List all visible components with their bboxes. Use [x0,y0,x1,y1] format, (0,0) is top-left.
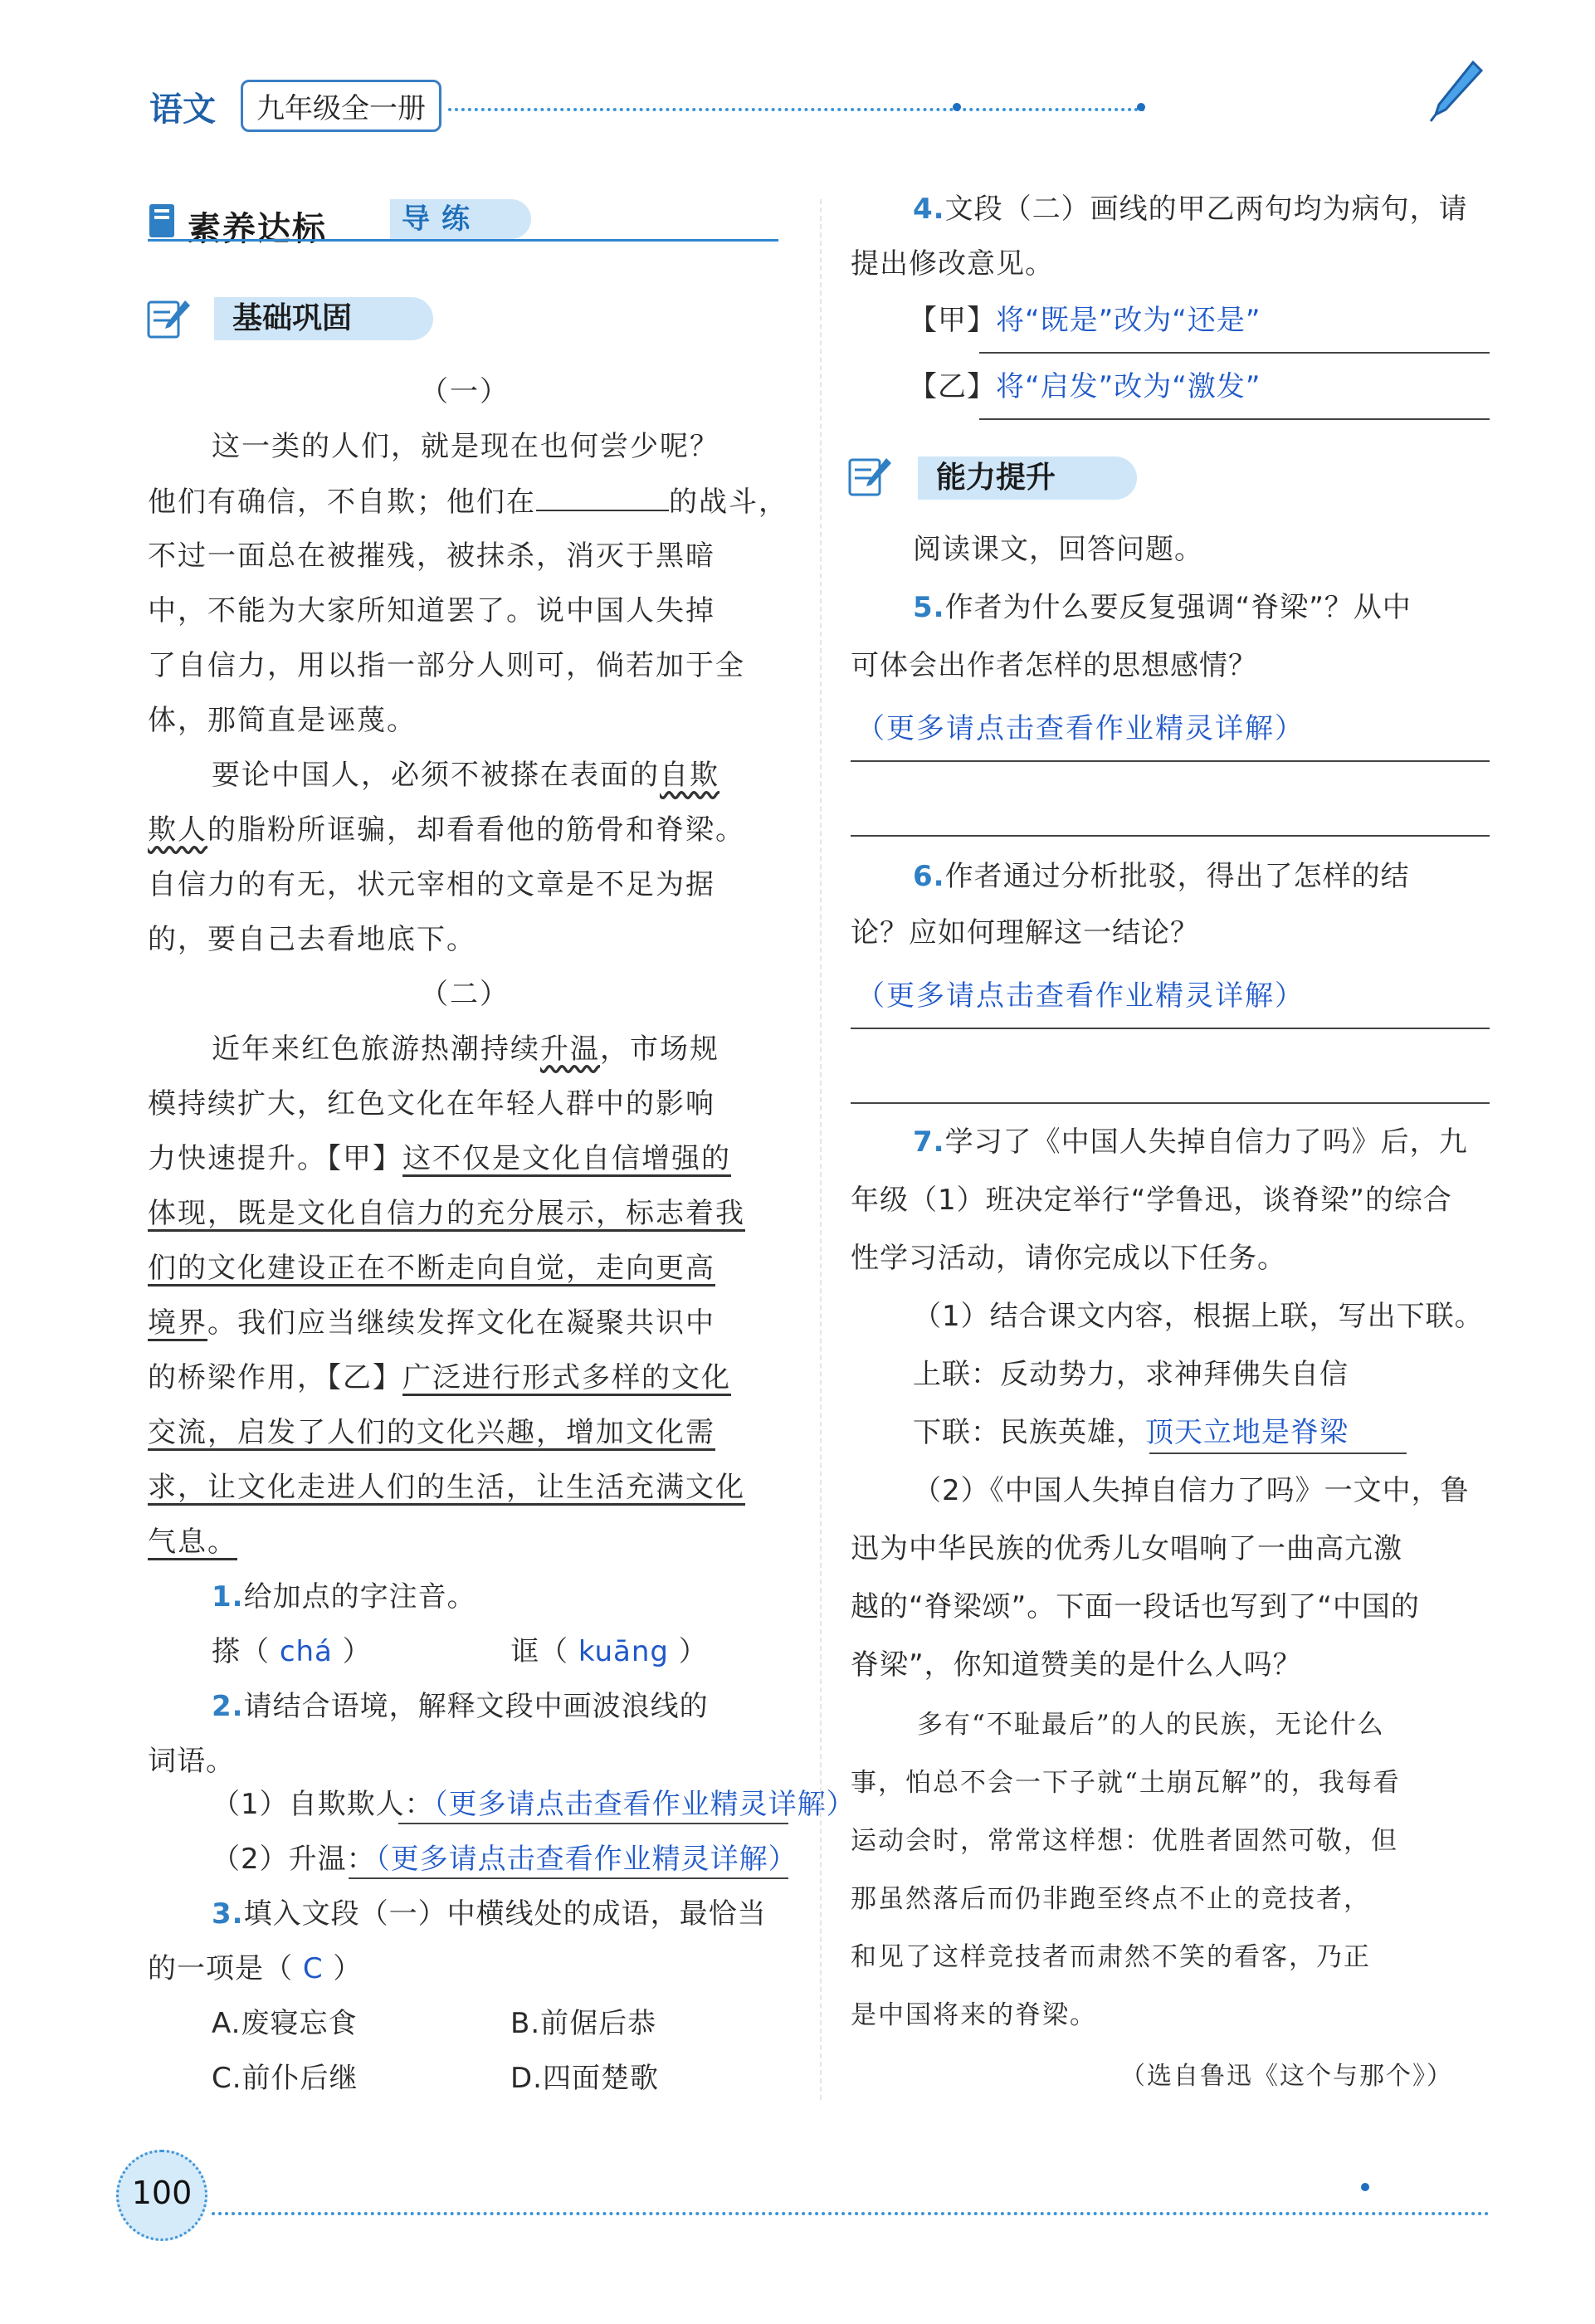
q4-yi: 【乙】将“启发”改为“激发” [909,370,1261,403]
answer-line [979,418,1490,420]
q1-item-1: 搽（ chá ） [212,1635,372,1668]
q2-part-2: （2）升温：（更多请点击查看作业精灵详解） [212,1843,798,1876]
passage1-line: 体，那简直是诬蔑。 [148,704,417,737]
passage2-line: 模持续扩大，红色文化在年轻人群中的影响 [148,1087,715,1120]
page-number: 100 [131,2175,193,2211]
answer-text: 将“启发”改为“激发” [996,370,1261,403]
passage2-heading: （二） [420,978,510,1011]
quote-line: 多有“不耻最后”的人的民族，无论什么 [917,1710,1385,1740]
q4-jia: 【甲】将“既是”改为“还是” [909,304,1261,337]
wavy-term: 升温 [540,1033,600,1066]
answer-line [851,1028,1490,1029]
quote-line: 和见了这样竞技者而肃然不笑的看客，乃正 [851,1942,1371,1972]
section-title: 素养达标 [188,210,327,248]
quote-line: 那虽然落后而仍非跑至终点不止的竞技者， [851,1884,1371,1914]
passage1-line: 他们有确信，不自欺；他们在 的战斗， [148,486,788,519]
couplet-upper: 上联：反动势力，求神拜佛失自信 [913,1358,1349,1391]
pen-icon [1427,58,1485,124]
passage2-line: 的桥梁作用，【乙】广泛进行形式多样的文化 [148,1361,731,1394]
passage1-line: 了自信力，用以指一部分人则可，倘若加于全 [148,649,745,682]
answer-line [1149,1452,1407,1454]
answer-link[interactable]: （更多请点击查看作业精灵详解） [856,712,1305,745]
option-c[interactable]: C.前仆后继 [212,2062,359,2095]
ability-heading: 能力提升 [918,456,1137,500]
question-5: 5.作者为什么要反复强调“脊梁”？从中 [913,591,1412,624]
answer-text: 将“既是”改为“还是” [996,304,1261,337]
q7-task-2: （2）《中国人失掉自信力了吗》一文中，鲁 [913,1474,1470,1507]
question-2-cont: 词语。 [148,1745,235,1778]
option-d[interactable]: D.四面楚歌 [510,2062,659,2095]
footer-dot [1361,2183,1369,2191]
passage1-line: 要论中国人，必须不被搽在表面的自欺 [212,759,719,792]
answer-text: chá [279,1635,333,1668]
question-6: 6.作者通过分析批驳，得出了怎样的结 [913,860,1410,893]
note-pencil-icon [145,295,192,342]
q7-task-2: 迅为中华民族的优秀儿女唱响了一曲高亢激 [851,1532,1402,1565]
header-dot [1137,103,1145,111]
header-dot [953,103,961,111]
section-underline [148,239,778,242]
q7-task-2: 越的“脊梁颂”。下面一段话也写到了“中国的 [851,1590,1420,1623]
answer-link[interactable]: （更多请点击查看作业精灵详解） [856,979,1305,1013]
question-7-cont: 年级（1）班决定举行“学鲁迅，谈脊梁”的综合 [851,1184,1452,1217]
wavy-term: 自欺 [660,759,719,792]
q1-item-2: 诓（ kuāng ） [510,1635,708,1668]
question-2: 2.请结合语境，解释文段中画波浪线的 [212,1690,709,1723]
answer-link[interactable]: （更多请点击查看作业精灵详解） [375,1843,798,1876]
passage1-line: 这一类的人们，就是现在也何尝少呢？ [212,430,719,463]
answer-line [349,1877,788,1879]
passage2-line: 力快速提升。【甲】这不仅是文化自信增强的 [148,1142,731,1175]
answer-text: kuāng [578,1635,669,1668]
quote-line: 运动会时，常常这样想：优胜者固然可敬，但 [851,1826,1398,1856]
book-icon [148,203,181,239]
question-3-cont: 的一项是（ C ） [148,1952,363,1985]
passage2-line: 气息。 [148,1526,237,1559]
question-4-cont: 提出修改意见。 [851,247,1054,281]
q2-part-1: （1）自欺欺人：（更多请点击查看作业精灵详解） [212,1788,856,1821]
q7-task-1: （1）结合课文内容，根据上联，写出下联。 [913,1300,1484,1333]
answer-line [851,760,1490,762]
passage1-line: 自信力的有无，状元宰相的文章是不足为据 [148,868,715,901]
answer-link[interactable]: （更多请点击查看作业精灵详解） [433,1788,856,1821]
passage1-line: 欺人的脂粉所诓骗，却看看他的筋骨和脊梁。 [148,813,745,847]
dotted-char: 诓 [327,813,357,847]
subject-label: 语文 [149,90,216,129]
answer-line [851,1102,1490,1104]
question-5-cont: 可体会出作者怎样的思想感情？ [851,649,1257,682]
dotted-char: 搽 [510,759,540,792]
answer-line [851,835,1490,837]
section-tag: 导练 [390,199,531,239]
question-1: 1.给加点的字注音。 [212,1580,476,1614]
passage2-line: 交流，启发了人们的文化兴趣，增加文化需 [148,1416,715,1449]
grade-label: 九年级全一册 [241,80,441,132]
answer-line [979,352,1490,354]
question-7: 7.学习了《中国人失掉自信力了吗》后，九 [913,1125,1468,1159]
passage1-line: 不过一面总在被摧残，被抹杀，消灭于黑暗 [148,540,715,573]
footer-dotted-line [212,2212,1490,2215]
note-pencil-icon [846,453,893,500]
option-b[interactable]: B.前倨后恭 [510,2007,657,2040]
passage2-line: 境界。我们应当继续发挥文化在凝聚共识中 [148,1306,715,1340]
basic-heading: 基础巩固 [214,297,433,340]
passage1-heading: （一） [420,375,510,408]
passage1-line: 的，要自己去看地底下。 [148,923,476,956]
fill-blank[interactable] [536,485,669,511]
quote-source: （选自鲁迅《这个与那个》） [1120,2062,1453,2091]
passage2-line: 近年来红色旅游热潮持续升温，市场规 [212,1033,719,1066]
wavy-term: 欺人 [148,813,207,847]
passage1-line: 中，不能为大家所知道罢了。说中国人失掉 [148,594,715,627]
option-a[interactable]: A.废寝忘食 [212,2007,358,2040]
column-divider [820,199,822,2100]
quote-line: 事，怕总不会一下子就“土崩瓦解”的，我每看 [851,1768,1401,1798]
answer-text: 顶天立地是脊梁 [1145,1416,1349,1449]
reading-instruction: 阅读课文，回答问题。 [913,533,1203,566]
couplet-lower: 下联：民族英雄，顶天立地是脊梁 [913,1416,1349,1449]
question-4: 4.文段（二）画线的甲乙两句均为病句，请 [913,193,1468,226]
passage2-line: 们的文化建设正在不断走向自觉，走向更高 [148,1252,715,1285]
answer-line [398,1823,788,1824]
question-3: 3.填入文段（一）中横线处的成语，最恰当 [212,1897,767,1931]
question-7-cont: 性学习活动，请你完成以下任务。 [851,1242,1286,1275]
question-6-cont: 论？应如何理解这一结论？ [851,916,1199,950]
quote-line: 是中国将来的脊梁。 [851,2000,1097,2030]
answer-text: C [302,1952,324,1985]
q7-task-2: 脊梁”，你知道赞美的是什么人吗？ [851,1648,1302,1682]
passage2-line: 体现，既是文化自信力的充分展示，标志着我 [148,1197,745,1230]
passage2-line: 求，让文化走进人们的生活，让生活充满文化 [148,1471,745,1504]
header-dotted-line [448,108,1145,111]
